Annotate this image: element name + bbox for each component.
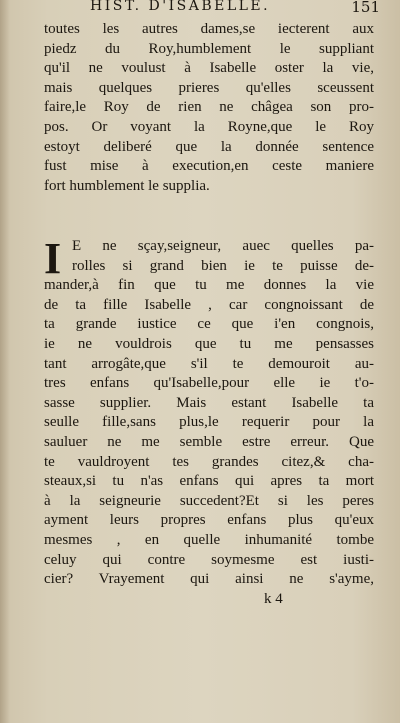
text-line: fort humblement le supplia.	[44, 177, 210, 194]
text-line: te vauldroyent tes grandes citez,& cha-	[44, 453, 374, 470]
text-line: ta grande iustice ce que i'en congnois,	[44, 316, 374, 333]
text-line: qu'il ne voulust à Isabelle oster la vie,	[44, 60, 374, 77]
text-line: rolles si grand bien ie te puisse de-	[72, 257, 374, 274]
text-line: sasse supplier. Mais estant Isabelle ta	[44, 394, 374, 411]
text-line: seulle fille,sans plus,le requerir pour la	[44, 414, 374, 431]
drop-cap: I	[44, 234, 62, 283]
text-line: cier? Vrayement qui ainsi ne s'ayme,	[44, 571, 374, 588]
text-line: faire,le Roy de rien ne châgea son pro-	[44, 99, 374, 116]
text-line: ie ne vouldrois que tu me pensasses	[44, 335, 374, 352]
text-line: ayment leurs propres enfans plus qu'eux	[44, 512, 374, 529]
text-line: piedz du Roy,humblement le suppliant	[44, 40, 374, 57]
text-line: de ta fille Isabelle , car congnoissant de	[44, 296, 374, 313]
text-line: mander,à fin que tu me donnes la vie	[44, 277, 374, 294]
paragraph-1	[44, 20, 374, 196]
running-head-title: HIST. D'ISABELLE.	[90, 0, 271, 14]
running-head	[50, 0, 380, 18]
text-line: tant arrogâte,que s'il te demouroit au-	[44, 355, 374, 372]
text-line: fust mise à execution,en ceste maniere	[44, 158, 374, 175]
page-gutter-shadow	[0, 0, 10, 723]
text-line: E ne sçay,seigneur, auec quelles pa-	[72, 238, 374, 254]
signature-row	[44, 590, 374, 610]
text-line: mais quelques prieres qu'elles sceussent	[44, 79, 374, 96]
text-line: celuy qui contre soymesme est iusti-	[44, 551, 374, 568]
text-line: toutes les autres dames,se iecterent aux	[44, 21, 374, 37]
signature-mark-container	[44, 590, 374, 610]
signature-mark: k 4	[264, 590, 283, 607]
text-line: mesmes , en quelle inhumanité tombe	[44, 531, 374, 548]
text-line: steaux,si tu n'as enfans qui apres ta mort	[44, 473, 374, 490]
text-line: pos. Or voyant la Royne,que le Roy	[44, 118, 374, 135]
text-line: sauluer ne me semble estre erreur. Que	[44, 433, 374, 450]
text-line: tres enfans qu'Isabelle,pour elle ie t'o-	[44, 375, 374, 392]
text-line: estoyt deliberé que la donnée sentence	[44, 138, 374, 155]
paragraph-2	[44, 234, 374, 610]
page-number: 151	[351, 0, 380, 16]
text-line: à la seigneurie succedent?Et si les peres	[44, 492, 374, 509]
